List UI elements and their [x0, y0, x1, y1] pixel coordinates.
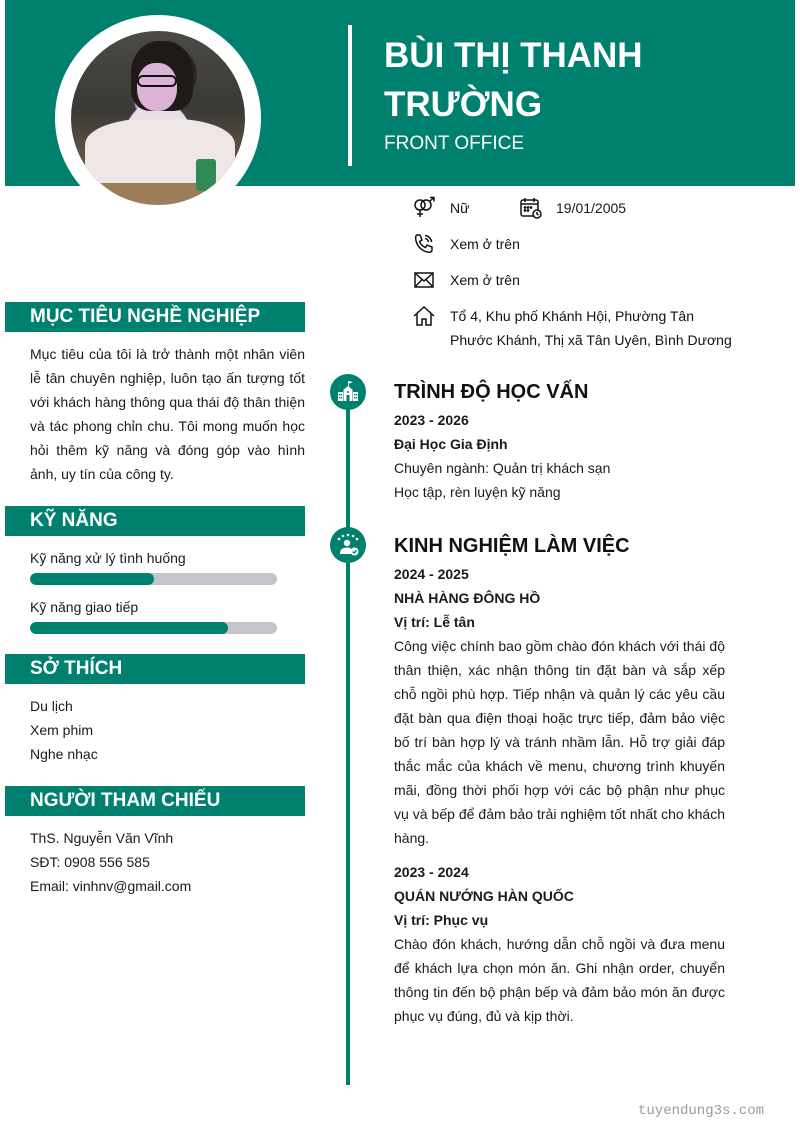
job-position: Vị trí: Phục vụ: [394, 912, 489, 928]
job-period: 2024 - 2025: [394, 566, 469, 582]
dob-value: 19/01/2005: [556, 200, 627, 216]
rated-user-icon: [336, 533, 360, 557]
job-role: FRONT OFFICE: [384, 133, 525, 154]
job-company: QUÁN NƯỚNG HÀN QUỐC: [394, 888, 574, 904]
skill-label: Kỹ năng xử lý tình huống: [30, 550, 186, 566]
email-value: Xem ở trên: [450, 272, 520, 288]
hobby-item: Nghe nhạc: [30, 746, 98, 762]
job-position: Vị trí: Lễ tân: [394, 614, 475, 630]
experience-timeline-marker: [330, 527, 366, 563]
section-title-experience: KINH NGHIỆM LÀM VIỆC: [394, 535, 630, 557]
mail-icon: [412, 268, 436, 292]
phone-value: Xem ở trên: [450, 236, 520, 252]
job-entry: [394, 860, 725, 1028]
phone-icon: [412, 232, 436, 256]
references-list: [30, 826, 191, 898]
section-title-hobbies: SỞ THÍCH: [5, 654, 305, 684]
name-line-2: TRƯỜNG: [384, 85, 543, 124]
job-entry: [394, 562, 725, 850]
section-title-objective: MỤC TIÊU NGHỀ NGHIỆP: [5, 302, 305, 332]
school-icon: [336, 380, 360, 404]
education-note: Học tập, rèn luyện kỹ năng: [394, 484, 561, 500]
job-period: 2023 - 2024: [394, 864, 469, 880]
address-value: Tổ 4, Khu phố Khánh Hội, Phường Tân Phước Khánh, Thị xã Tân Uyên, Bình Dương: [450, 308, 732, 348]
skill-bar-fill: [30, 573, 154, 585]
avatar: [71, 31, 245, 205]
education-school: Đại Học Gia Định: [394, 436, 508, 452]
education-timeline-marker: [330, 374, 366, 410]
objective-text: Mục tiêu của tôi là trở thành một nhân viên lễ tân chuyên nghiệp, luôn tạo ấn tượng tốt với khách hàng thông qua thái độ thân thiện và tác phong chỉn chu. Tôi mong muốn học hỏi thêm kỹ năng và đóng góp vào hình ảnh, uy tín của công ty.: [30, 346, 305, 482]
calendar-icon: [519, 196, 543, 220]
reference-email: Email: vinhnv@gmail.com: [30, 878, 192, 894]
gender-value: Nữ: [450, 200, 470, 216]
skill-bar-fill: [30, 622, 228, 634]
watermark: tuyendung3s.com: [638, 1103, 765, 1119]
home-icon: [412, 304, 436, 328]
reference-name: ThS. Nguyễn Văn Vĩnh: [30, 830, 174, 846]
education-major: Chuyên ngành: Quản trị khách sạn: [394, 460, 611, 476]
name-line-1: BÙI THỊ THANH: [384, 36, 643, 75]
gender-icon: [412, 196, 436, 220]
section-title-skills: KỸ NĂNG: [5, 506, 305, 536]
education-period: 2023 - 2026: [394, 412, 469, 428]
hobby-item: Xem phim: [30, 722, 94, 738]
timeline-line: [346, 375, 350, 1085]
hobbies-list: [30, 694, 98, 766]
skill-bar: [30, 573, 277, 585]
education-section: [394, 378, 725, 504]
job-description: Công việc chính bao gồm chào đón khách với thái độ thân thiện, xác nhận thông tin đặt bàn và sắp xếp chỗ ngồi phù hợp. Tiếp nhận và quản lý các yêu cầu đặt bàn qua điện thoại hoặc trực tiếp, đảm bảo việc bố trí bàn hợp lý và tránh nhầm lẫn. Hỗ trợ giải đáp thắc mắc của khách về menu, chương trình khuyến mãi, đồng thời phối hợp với các bộ phận như phục vụ và bếp để đảm bảo trải nghiệm tốt nhất cho khách hàng.: [394, 638, 725, 846]
candidate-name: [384, 31, 784, 129]
section-title-references: NGƯỜI THAM CHIẾU: [5, 786, 305, 816]
hobby-item: Du lịch: [30, 698, 73, 714]
experience-section: [394, 532, 725, 1028]
skill-label: Kỹ năng giao tiếp: [30, 599, 139, 615]
reference-phone: SĐT: 0908 556 585: [30, 854, 150, 870]
job-description: Chào đón khách, hướng dẫn chỗ ngồi và đưa menu để khách lựa chọn món ăn. Ghi nhận order, chuyển thông tin đến bộ phận bếp và đảm bảo món ăn được phục vụ đúng, đủ và kịp thời.: [394, 936, 725, 1024]
title-divider: [348, 25, 352, 166]
job-company: NHÀ HÀNG ĐÔNG HỒ: [394, 590, 541, 606]
skill-bar: [30, 622, 277, 634]
section-title-education: TRÌNH ĐỘ HỌC VẤN: [394, 381, 589, 403]
